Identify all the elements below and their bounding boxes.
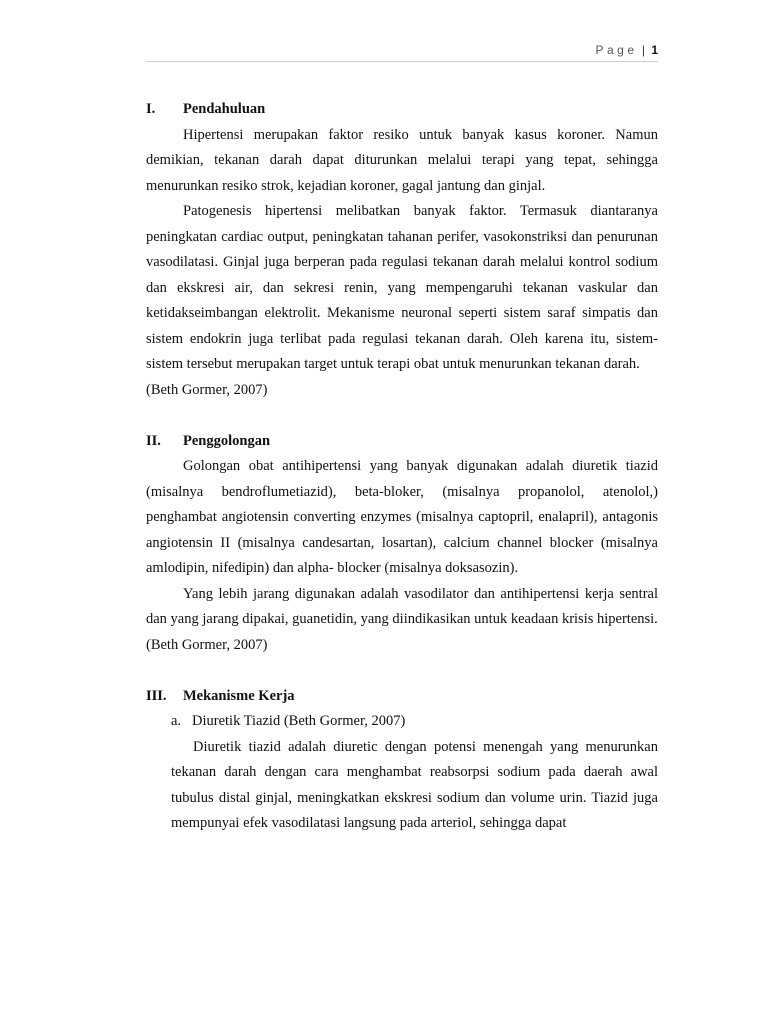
citation: (Beth Gormer, 2007) (146, 636, 268, 653)
section-title: Mekanisme Kerja (183, 687, 295, 704)
page-label: Page (595, 43, 638, 57)
subsection-title: Diuretik Tiazid (Beth Gormer, 2007) (192, 713, 406, 729)
paragraph: Diuretik tiazid adalah diuretic dengan potensi menengah yang menurunkan tekanan darah dengan cara menghambat reabsorpsi sodium pada daerah awal tubulus distal ginjal, meningkatkan ekskresi sodium dan volume urin. Tiazid juga mempunyai efek vasodilatasi langsung pada arteriol, sehingga dapat (171, 738, 658, 831)
section-heading-penggolongan (146, 429, 658, 455)
page-separator: | (641, 43, 645, 57)
section-number: II. (146, 432, 161, 449)
paragraph: Patogenesis hipertensi melibatkan banyak faktor. Termasuk diantaranya peningkatan cardiac output, peningkatan tahanan perifer, vasokonstriksi dan penurunan vasodilatasi. Ginjal juga berperan pada regulasi tekanan darah melalui kontrol sodium dan ekskresi air, dan sekresi renin, yang mempengaruhi tekanan vaskular dan ketidakseimbangan elektrolit. Mekanisme neuronal seperti sistem saraf simpatis dan sistem endokrin juga terlibat pada regulasi tekanan darah. Oleh karena itu, sistem- sistem tersebut merupakan target untuk terapi obat untuk menurunkan tekanan darah. (146, 203, 658, 372)
page-header (146, 43, 658, 57)
section-heading-mekanisme-kerja (146, 684, 658, 710)
citation: (Beth Gormer, 2007) (146, 381, 268, 398)
header-divider (146, 61, 658, 62)
page-number: 1 (651, 43, 658, 57)
document-body (146, 97, 658, 837)
paragraph: Yang lebih jarang digunakan adalah vasodilator dan antihipertensi kerja sentral dan yang jarang dipakai, guanetidin, yang diindikasikan untuk keadaan krisis hipertensi. (146, 585, 658, 627)
section-number: III. (146, 687, 167, 704)
subsection-heading-diuretik-tiazid (171, 709, 658, 735)
section-title: Penggolongan (183, 432, 271, 449)
section-heading-pendahuluan (146, 97, 658, 123)
section-title: Pendahuluan (183, 101, 266, 117)
paragraph: Hipertensi merupakan faktor resiko untuk banyak kasus koroner. Namun demikian, tekanan darah dapat diturunkan melalui terapi yang tepat, sehingga menurunkan resiko strok, kejadian koroner, gagal jantung dan ginjal. (146, 126, 658, 194)
section-number: I. (146, 101, 156, 117)
paragraph: Golongan obat antihipertensi yang banyak digunakan adalah diuretik tiazid (misalnya bendroflumetiazid), beta-bloker, (misalnya propanolol, atenolol,) penghambat angiotensin converting enzymes (misalnya captopril, enalapril), antagonis angiotensin II (misalnya candesartan, losartan), calcium channel blocker (misalnya amlodipin, nifedipin) dan alpha- blocker (misalnya doksasozin). (146, 458, 658, 576)
subsection-letter: a. (171, 713, 182, 729)
